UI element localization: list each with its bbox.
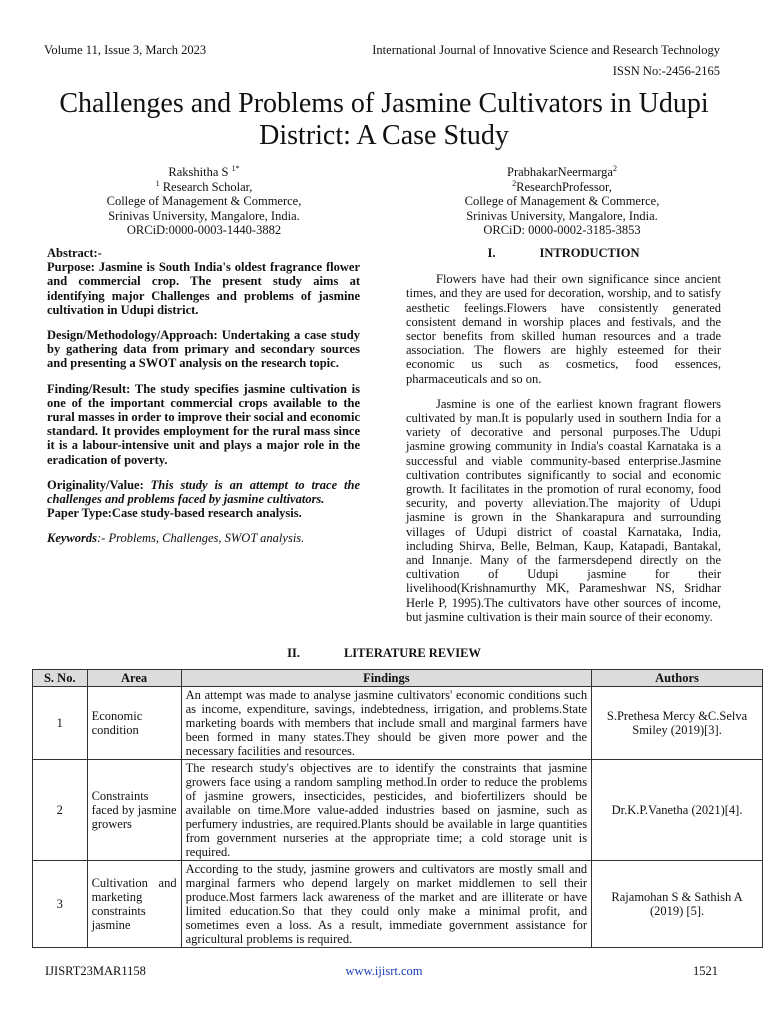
journal-name: International Journal of Innovative Science and Research Technology bbox=[372, 43, 720, 57]
abstract-heading: Abstract:- bbox=[47, 246, 102, 260]
author-1-block bbox=[74, 165, 334, 238]
intro-section-number: I. bbox=[487, 246, 496, 260]
header-authors: Authors bbox=[592, 670, 763, 687]
author-1-role: Research Scholar, bbox=[159, 179, 253, 194]
originality-text: This study is an attempt to trace the challenges and problems faced by jasmine cultivators. bbox=[47, 477, 360, 507]
literature-review-heading bbox=[0, 646, 768, 661]
cell-area: Economic condition bbox=[87, 687, 181, 760]
originality-label: Originality/Value: bbox=[47, 477, 144, 492]
intro-heading bbox=[406, 246, 721, 260]
author-1-sup: 1* bbox=[231, 163, 240, 173]
author-1-university: Srinivas University, Mangalore, India. bbox=[108, 208, 300, 223]
author-2-sup: 2 bbox=[612, 163, 617, 173]
author-2-college: College of Management & Commerce, bbox=[464, 194, 660, 208]
cell-authors: Dr.K.P.Vanetha (2021)[4]. bbox=[592, 760, 763, 861]
cell-area: Constraints faced by jasmine growers bbox=[87, 760, 181, 861]
cell-authors: Rajamohan S & Sathish A (2019) [5]. bbox=[592, 861, 763, 948]
header-findings: Findings bbox=[181, 670, 591, 687]
intro-paragraph-2: Jasmine is one of the earliest known fragrant flowers cultivated by man.It is popularly used in southern India for a variety of decorative and personal purposes.The Udupi jasmine growing community in India's coastal Karnataka is a successful and viable community-based enterprise.Jasmine cultivation contributes significantly to social and economic growth. It facilitates in the promotion of rural economy, food security, and poverty alleviation.The majority of Udupi jasmine is grown in the Shankarapura and surrounding villages of Udupi district of coastal Karnataka, India, including Shirva, Belle, Belman, Kaup, Katapadi, Bantakal, and Innanje. Many of the farmersdepend directly on the cultivation of Udupi jasmine for their livelihood(Krishnamurthy MK, Parameshwar NS, Sridhar Herle P, 1995).The cultivators have other sources of income, but jasmine cultivation is their main source of their economy. bbox=[406, 396, 721, 624]
cell-authors: S.Prethesa Mercy &C.Selva Smiley (2019)[3]. bbox=[592, 687, 763, 760]
intro-section-title: INTRODUCTION bbox=[539, 246, 640, 260]
author-2-university: Srinivas University, Mangalore, India. bbox=[466, 208, 658, 223]
cell-area: Cultivation and marketing constraints jasmine bbox=[87, 861, 181, 948]
footer-paper-id: IJISRT23MAR1158 bbox=[45, 964, 146, 978]
keywords-text: :- Problems, Challenges, SWOT analysis. bbox=[97, 531, 305, 546]
volume-info: Volume 11, Issue 3, March 2023 bbox=[44, 43, 207, 57]
author-2-orcid: ORCiD: 0000-0002-3185-3853 bbox=[483, 223, 641, 237]
abstract-design: Design/Methodology/Approach: Undertaking a case study by gathering data from primary and secondary sources and presenting a SWOT analysis on the research topic. bbox=[47, 328, 360, 371]
author-2-role: ResearchProfessor, bbox=[516, 179, 612, 194]
author-1-orcid: ORCiD:0000-0003-1440-3882 bbox=[126, 223, 282, 237]
table-row bbox=[33, 861, 763, 948]
abstract-paper-type: Paper Type:Case study-based research analysis. bbox=[47, 506, 302, 521]
author-1-aff-sup: 1 bbox=[155, 178, 160, 188]
footer-page-number: 1521 bbox=[693, 964, 718, 978]
lit-section-title: LITERATURE REVIEW bbox=[343, 646, 481, 660]
cell-sno: 2 bbox=[33, 760, 88, 861]
issn: ISSN No:-2456-2165 bbox=[612, 64, 720, 78]
cell-sno: 3 bbox=[33, 861, 88, 948]
paper-title: Challenges and Problems of Jasmine Cultivators in Udupi District: A Case Study bbox=[59, 88, 709, 151]
cell-findings: An attempt was made to analyse jasmine cultivators' economic conditions such as income, expenditure, savings, indebtedness, irrigation, and problems.State marketing boards with members that include small and marginal farmers have been formed in many states.They should be given more power and the necessary facilities and resources. bbox=[181, 687, 591, 760]
table-header-row bbox=[33, 670, 763, 687]
cell-findings: The research study's objectives are to identify the constraints that jasmine growers face using a random sampling method.In order to reduce the problems of jasmine growers, insecticides, pesticides, and biofertilizers should be available on time.More value-added industries based on jasmine, such as perfumery industries, are required.Plants should be available in large quantities from government nurseries at the appropriate time; a cold storage unit is required. bbox=[181, 760, 591, 861]
introduction-column bbox=[406, 246, 721, 635]
abstract-column bbox=[47, 246, 360, 557]
table-row bbox=[33, 687, 763, 760]
header-area: Area bbox=[87, 670, 181, 687]
abstract-finding: Finding/Result: The study specifies jasmine cultivation is one of the important commercial crops available to the rural masses in order to improve their social and economic standard. It provides employment for the rural mass since it is a labour-intensive unit and plays a major role in the eradication of poverty. bbox=[47, 381, 360, 467]
header-sno: S. No. bbox=[33, 670, 88, 687]
author-2-name: PrabhakarNeermarga bbox=[507, 165, 613, 179]
table-row bbox=[33, 760, 763, 861]
abstract-originality bbox=[47, 478, 360, 506]
footer-website-link[interactable]: www.ijisrt.com bbox=[345, 964, 423, 978]
literature-table bbox=[32, 669, 763, 948]
lit-section-number: II. bbox=[287, 646, 300, 660]
cell-findings: According to the study, jasmine growers and cultivators are mostly small and marginal farmers who depend largely on market middlemen to sell their produce.Most farmers lack awareness of the market and are illiterate or have limited education.So that they could only make a minimal profit, and sometimes even a loss. As a result, immediate government assistance for agricultural problems is required. bbox=[181, 861, 591, 948]
keywords-label: Keywords bbox=[47, 531, 97, 546]
author-2-aff-sup: 2 bbox=[512, 178, 517, 188]
cell-sno: 1 bbox=[33, 687, 88, 760]
intro-paragraph-1: Flowers have had their own significance since ancient times, and they are used for decoration, worship, and to satisfy aesthetic feelings.Flowers have consistently generated consistent demand in worship places and festivals, and the sector benefits from skilled human resources and a trade association. The flowers are highly esteemed for their economic us such as cosmetics, food essences, pharmaceuticals and so on. bbox=[406, 272, 721, 386]
abstract-purpose: Purpose: Jasmine is South India's oldest fragrance flower and commercial crop. The present study aims at identifying major Challenges and problems of jasmine cultivation in Udupi district. bbox=[47, 260, 360, 317]
abstract-keywords bbox=[47, 531, 360, 545]
author-1-college: College of Management & Commerce, bbox=[106, 194, 302, 208]
author-1-name: Rakshitha S bbox=[168, 165, 229, 179]
author-2-block bbox=[432, 165, 692, 238]
